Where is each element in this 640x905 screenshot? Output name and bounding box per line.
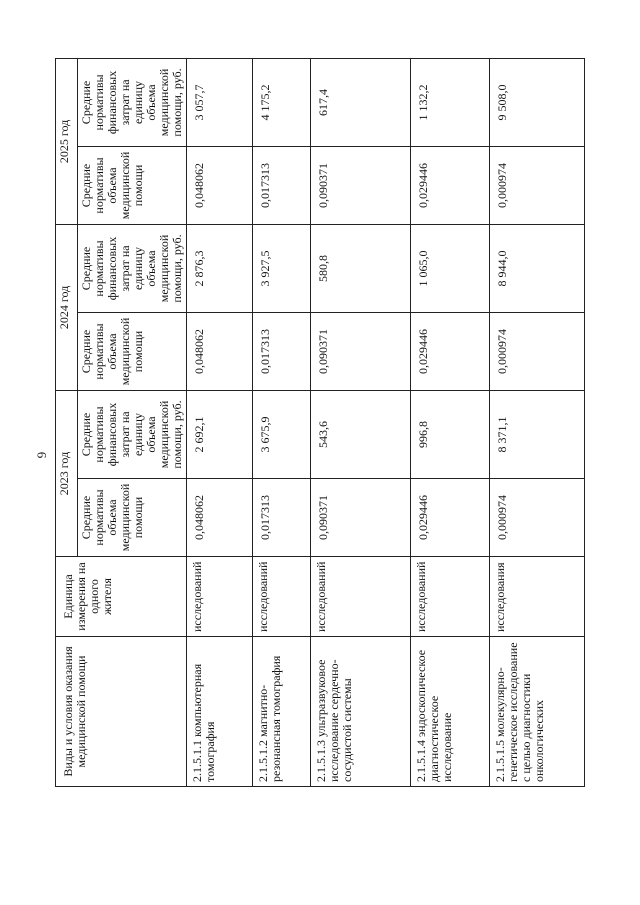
row-volume-2025: 0,048062 — [187, 146, 253, 224]
table-rotation-frame — [55, 59, 585, 787]
row-unit: исследований — [410, 557, 489, 637]
table-landscape — [55, 59, 585, 787]
row-volume-2023: 0,090371 — [311, 479, 411, 557]
header-volume-2024: Средние нормативы объема медицинской помощи — [78, 312, 187, 390]
row-unit: исследований — [252, 557, 311, 637]
row-volume-2024: 0,090371 — [311, 312, 411, 390]
header-volume-2023: Средние нормативы объема медицинской помощи — [78, 479, 187, 557]
row-cost-2025: 9 508,0 — [490, 58, 585, 146]
row-cost-2023: 3 675,9 — [252, 390, 311, 478]
row-volume-2024: 0,029446 — [410, 312, 489, 390]
row-cost-2024: 2 876,3 — [187, 224, 253, 312]
row-cost-2023: 8 371,1 — [490, 390, 585, 478]
row-volume-2024: 0,048062 — [187, 312, 253, 390]
row-volume-2023: 0,029446 — [410, 479, 489, 557]
row-cost-2023: 996,8 — [410, 390, 489, 478]
table-row — [311, 58, 411, 786]
row-name: 2.1.5.1.3 ультразвуковое исследование сердечно-сосудистой системы — [311, 637, 411, 787]
header-unit: Единица измерения на одного жителя — [56, 557, 187, 637]
row-name: 2.1.5.1.2 магнитно-резонансная томография — [252, 637, 311, 787]
row-cost-2025: 4 175,2 — [252, 58, 311, 146]
row-volume-2025: 0,029446 — [410, 146, 489, 224]
row-volume-2023: 0,017313 — [252, 479, 311, 557]
header-kind: Виды и условия оказания медицинской помощи — [56, 637, 187, 787]
header-year-2025: 2025 год — [56, 58, 78, 224]
row-unit: исследования — [490, 557, 585, 637]
row-name: 2.1.5.1.5 молекулярно-генетическое исследование с целью диагностики онкологических — [490, 637, 585, 787]
table-row — [410, 58, 489, 786]
row-unit: исследований — [187, 557, 253, 637]
row-unit: исследований — [311, 557, 411, 637]
row-volume-2025: 0,090371 — [311, 146, 411, 224]
row-cost-2024: 580,8 — [311, 224, 411, 312]
row-volume-2023: 0,048062 — [187, 479, 253, 557]
table-row — [187, 58, 253, 786]
row-cost-2025: 1 132,2 — [410, 58, 489, 146]
row-volume-2025: 0,000974 — [490, 146, 585, 224]
page-number: 6 — [34, 451, 50, 459]
header-cost-2025: Средние нормативы финансовых затрат на единицу объема медицинской помощи, руб. — [78, 58, 187, 146]
row-name: 2.1.5.1.4 эндоскопическое диагностическое исследование — [410, 637, 489, 787]
row-volume-2024: 0,017313 — [252, 312, 311, 390]
row-cost-2023: 2 692,1 — [187, 390, 253, 478]
row-volume-2024: 0,000974 — [490, 312, 585, 390]
header-year-2024: 2024 год — [56, 224, 78, 390]
header-volume-2025: Средние нормативы объема медицинской помощи — [78, 146, 187, 224]
header-year-2023: 2023 год — [56, 390, 78, 556]
row-cost-2025: 3 057,7 — [187, 58, 253, 146]
header-cost-2023: Средние нормативы финансовых затрат на единицу объема медицинской помощи, руб. — [78, 390, 187, 478]
table-row — [252, 58, 311, 786]
table-row — [490, 58, 585, 786]
row-cost-2024: 8 944,0 — [490, 224, 585, 312]
header-cost-2024: Средние нормативы финансовых затрат на единицу объема медицинской помощи, руб. — [78, 224, 187, 312]
standards-table — [55, 58, 585, 787]
row-cost-2025: 617,4 — [311, 58, 411, 146]
row-name: 2.1.5.1.1 компьютерная томография — [187, 637, 253, 787]
row-volume-2023: 0,000974 — [490, 479, 585, 557]
row-cost-2023: 543,6 — [311, 390, 411, 478]
row-cost-2024: 3 927,5 — [252, 224, 311, 312]
row-volume-2025: 0,017313 — [252, 146, 311, 224]
row-cost-2024: 1 065,0 — [410, 224, 489, 312]
